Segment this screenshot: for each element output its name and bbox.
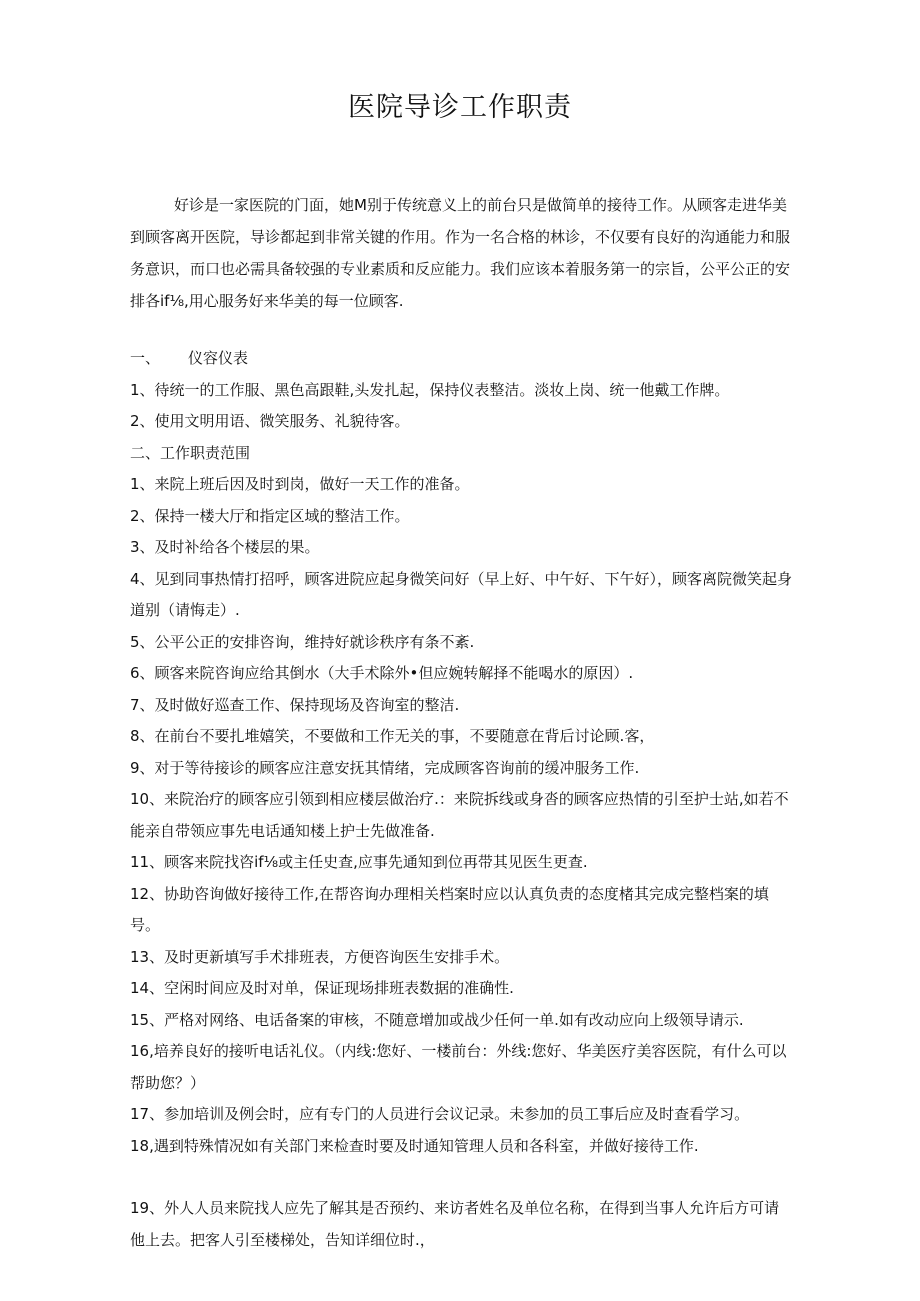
- list-item: 11、顾客来院找咨if⅛或主任史查,应事先通知到位再带其见医生更查.: [130, 853, 588, 871]
- section-heading-duties: 二、工作职责范围: [130, 443, 251, 462]
- list-item: 19、外人人员来院找人应先了解其是否预约、来访者姓名及单位名称，在得到当事人允许后方可请他上去。把客人引至楼梯处，告知详细位时.，: [130, 1199, 780, 1249]
- list-item: 18,遇到特殊情况如有关部门来检查时要及时通知管理人员和各科室，并做好接待工作.: [130, 1136, 699, 1155]
- list-item: 15、严格对网络、电话备案的审核，不随意增加或战少任何一单.如有改动应向上级领导请示.: [130, 1010, 744, 1029]
- list-item: 13、及时更新填写手术排班表，方便咨询医生安排手术。: [130, 947, 510, 966]
- list-item: 3、及时补给各个楼层的果。: [130, 538, 320, 556]
- list-item: 10、来院治疗的顾客应引领到相应楼层做治疗.：来院拆线或身沓的顾客应热情的引至护士站,如若不能亲自带领应事先电话通知楼上护士先做准备.: [130, 790, 789, 840]
- document-title: 医院导诊工作职责: [348, 92, 572, 123]
- section-title: 仪容仪表: [188, 349, 249, 367]
- list-item: 14、空闲时间应及时对单，保证现场排班表数据的准确性.: [130, 979, 514, 997]
- list-item: 2、使用文明用语、微笑服务、礼貌待客。: [130, 412, 410, 430]
- list-item: 1、来院上班后因及时到岗，做好一天工作的准备。: [130, 475, 470, 493]
- list-item: 5、公平公正的安排咨询，维持好就诊秩序有条不紊.: [130, 632, 475, 651]
- list-item: 17、参加培训及例会时，应有专门的人员进行会议记录。未参加的员工事后应及时查看学习。: [130, 1105, 750, 1123]
- list-item: 6、顾客来院咨询应给其倒水（大手术除外•但应婉转解择不能喝水的原因）.: [130, 664, 634, 682]
- list-item: 12、协助咨询做好接待工作,在帮咨询办理相关档案时应以认真负责的态度楮其完成完整档案的填号。: [130, 884, 769, 934]
- duty-list: [130, 343, 794, 1256]
- list-item: 8、在前台不要扎堆嬉笑，不要做和工作无关的事，不要随意在背后讨论顾.客，: [130, 727, 655, 745]
- list-item: 4、见到同事热情打招呼，顾客进院应起身微笑问好（早上好、中午好、下午好），顾客离院微笑起身道别（请悔走）.: [130, 569, 793, 619]
- paragraph-gap: [130, 1162, 794, 1193]
- list-item: 7、及时做好巡查工作、保持现场及咨询室的整洁.: [130, 695, 460, 714]
- list-item: 2、保持一楼大厅和指定区域的整洁工作。: [130, 506, 410, 525]
- intro-paragraph: 好诊是一家医院的门面，她M别于传统意义上的前台只是做简单的接待工作。从顾客走进华美到顾客离开医院，导诊都起到非常关键的作用。作为一名合格的林诊，不仅要有良好的沟通能力和服务意识，而口也必需具备较强的专业素质和反应能力。我们应该本着服务第一的宗旨，公平公正的安排各if⅛,用心服务好来华美的每一位顾客.: [130, 196, 791, 310]
- section-heading-appearance: [130, 343, 794, 375]
- list-item: 16,培养良好的接听电话礼仪。（内线:您好、一楼前台：外线:您好、华美医疗美容医院，有什么可以帮助您？）: [130, 1042, 787, 1092]
- list-item: 1、待统一的工作服、黑色高跟鞋,头发扎起，保持仪表整洁。淡妆上岗、统一他戴工作牌。: [130, 380, 730, 399]
- list-item: 9、对于等待接诊的顾客应注意安抚其情绪，完成顾客咨询前的缓冲服务工作.: [130, 758, 640, 777]
- section-number: 一、: [130, 349, 161, 367]
